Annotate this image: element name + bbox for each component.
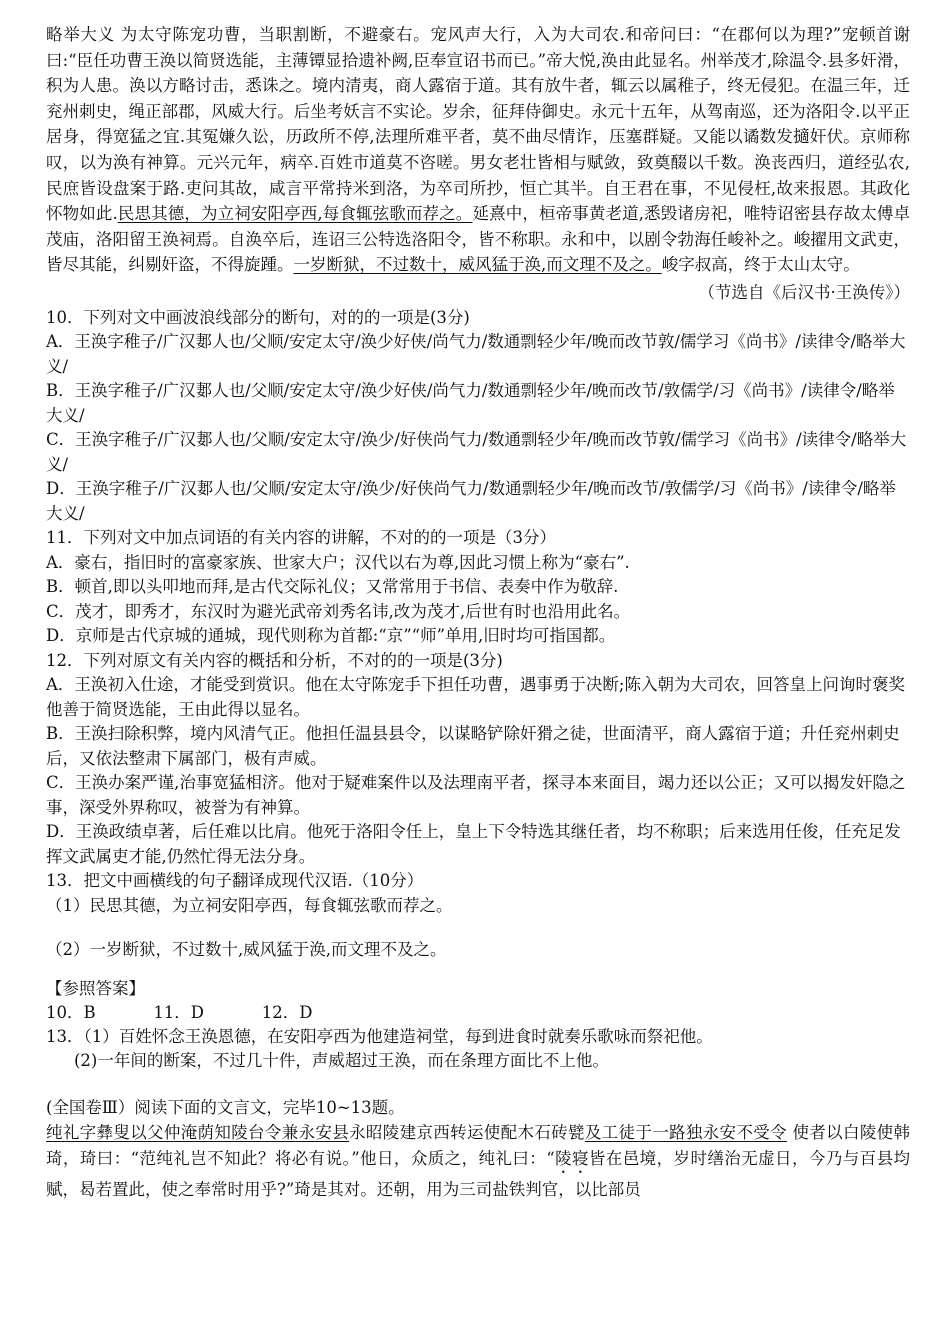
answer-line-1: 10．B 11．D 12．D bbox=[46, 1002, 313, 1022]
passage-2-text-b: 皆在邑境，岁时缮治无虚日，今乃与百县均赋，曷若置此，使之奉常时用乎?”琦是其对。还朝，用为三司盐铁判官，以比部员 bbox=[46, 1148, 910, 1199]
q11-stem: 11．下列对文中加点词语的有关内容的讲解，不对的的一项是（3分） bbox=[46, 528, 556, 548]
q11-option-b: B．顿首,即以头叩地而拜,是古代交际礼仪；又常常用于书信、表奏中作为敬辞. bbox=[46, 577, 619, 597]
answer-line-2: 13．（1）百姓怀念王涣恩德，在安阳亭西为他建造祠堂，每到进食时就奏乐歌咏而祭祀他。 bbox=[46, 1026, 713, 1046]
passage-2-mid: 永昭陵建京西转运使配木石砖甓 bbox=[349, 1123, 585, 1143]
q10-option-a: A．王涣字稚子/广汉郪人也/父顺/安定太守/涣少好侠/尚气力/数通剽轻少年/晚而改节敦/儒学习《尚书》/读律令/略举大义/ bbox=[46, 332, 906, 376]
q11-option-d: D．京师是古代京城的通城，现代则称为首都:“京”“师”单用,旧时均可指国都。 bbox=[46, 626, 616, 646]
q10-option-c: C．王涣字稚子/广汉郪人也/父顺/安定太守/涣少/好侠尚气力/数通剽轻少年/晚而改节敦/儒学习《尚书》/读律令/略举大义/ bbox=[46, 430, 907, 474]
q10-option-d: D．王涣字稚子/广汉郪人也/父顺/安定太守/涣少/好侠尚气力/数通剽轻少年/晚而改节/敦儒学/习《尚书》/读律令/略举大义/ bbox=[46, 479, 896, 523]
q10-option-b: B．王涣字稚子/广汉郪人也/父顺/安定太守/涣少好侠/尚气力/数通剽轻少年/晚而改节/敦儒学/习《尚书》/读律令/略举大义/ bbox=[46, 381, 895, 425]
passage-1-text: 略举大义 为太守陈宠功曹，当职割断，不避豪右。宠风声大行，入为大司农.和帝问曰：“在郡何以为理?”宠顿首谢曰:“臣任功曹王涣以简贤选能，主薄镡显拾遗补阙,臣奉宣诏书而已。”帝大悦,涣由此显名。州举茂才,除温令.县多奸滑，积为人患。涣以方略讨击，悉诛之。境内清夷，商人露宿于道。其有放牛者，辄云以属稚子，终无侵犯。在温三年，迁兖州刺史，绳正部郡，风威大行。后坐考妖言不实论。岁余，征拜侍御史。永元十五年，从驾南巡，还为洛阳令.以平正居身，得宽猛之宜.其冤嫌久讼，历政所不停,法理所难平者，莫不曲尽情诈，压塞群疑。又能以谲数发擿奸伏。京师称叹，以为涣有神算。元兴元年，病卒.百姓市道莫不咨嗟。男女老壮皆相与赋敛，致奠醊以千数。涣丧西归，道经弘农,民庶皆设盘案于路.吏问其故，咸言平常持米到洛，为卒司所抄，恒亡其半。自王君在事，不见侵枉,故来报恩。其政化怀物如此. bbox=[46, 25, 910, 224]
passage-2-text-a: 使者以白陵使韩琦，琦曰：“范纯礼岂不知此？将必有说。”他日，众质之，纯礼曰：“ bbox=[46, 1123, 911, 1168]
passage-1-continued: 延熹中，桓帝事黄老道,悉毁诸房祀，唯特诏密县存故太傅卓茂庙，洛阳留王涣祠焉。自涣卒后，连诏三公特选洛阳令，皆不称职。永和中，以剧令勃海任峻补之。峻擢用文武吏，皆尽其能，纠剔奸盗，不得旋踵。 bbox=[46, 204, 911, 275]
passage-1 bbox=[46, 22, 910, 278]
passage-2-intro: (全国卷Ⅲ）阅读下面的文言文，完毕10~13题。 bbox=[46, 1097, 405, 1117]
underlined-sentence-2: 一岁断狱，不过数十，威风猛于涣,而文理不及之。 bbox=[293, 255, 662, 275]
q13-sentence-1: （1）民思其德，为立祠安阳亭西，每食辄弦歌而荐之。 bbox=[46, 895, 453, 915]
question-12 bbox=[46, 649, 910, 870]
q12-option-b: B．王涣扫除积弊，境内风清气正。他担任温县县令，以谋略铲除奸猾之徒，世面清平，商人露宿于道；升任兖州刺史后，又依法整肃下属部门，极有声威。 bbox=[46, 724, 900, 768]
q13-stem: 13．把文中画横线的句子翻译成现代汉语.（10分） bbox=[46, 871, 424, 891]
q12-option-a: A．王涣初入仕途，才能受到赏识。他在太守陈宠手下担任功曹，遇事勇于决断;陈入朝为大司农，回答皇上问询时褒奖他善于简贤选能，王由此得以显名。 bbox=[46, 675, 905, 719]
q10-stem: 10．下列对文中画波浪线部分的断句，对的的一项是(3分) bbox=[46, 307, 470, 327]
question-11 bbox=[46, 526, 910, 649]
q12-option-c: C．王涣办案严谨,治事宽猛相济。他对于疑难案件以及法理南平者，探寻本来面目，竭力还以公正；又可以揭发奸隐之事，深受外界称叹，被誉为有神算。 bbox=[46, 773, 906, 817]
underlined-sentence-1: 民思其德，为立祠安阳亭西,每食辄弦歌而荐之。 bbox=[117, 204, 473, 224]
answer-heading: 【参照答案】 bbox=[46, 978, 145, 998]
q12-stem: 12．下列对原文有关内容的概括和分析，不对的的一项是(3分) bbox=[46, 650, 503, 670]
passage-2-underlined-b: 及工徒于一路独永安不受令 bbox=[584, 1123, 787, 1143]
dotted-term: 陵寝 bbox=[554, 1148, 589, 1168]
passage-1-end: 峻字叔高，终于太山太守。 bbox=[661, 255, 860, 275]
source-citation: （节选自《后汉书·王涣传》） bbox=[698, 282, 910, 302]
passage-2-underlined-a: 纯礼字彝叟以父仲淹荫知陵台令兼永安县 bbox=[46, 1123, 350, 1143]
q11-option-c: C．茂才，即秀才，东汉时为避光武帝刘秀名讳,改为茂才,后世有时也沿用此名。 bbox=[46, 601, 631, 621]
q12-option-d: D．王涣政绩卓著，后任难以比肩。他死于洛阳令任上，皇上下令特选其继任者，均不称职；后来选用任俊，任充足发挥文武属吏才能,仍然忙得无法分身。 bbox=[46, 822, 901, 866]
q11-option-a: A．豪右，指旧时的富豪家族、世家大户；汉代以右为尊,因此习惯上称为“豪右”. bbox=[46, 552, 630, 572]
answer-line-3: (2)一年间的断案，不过几十件，声威超过王涣，而在条理方面比不上他。 bbox=[74, 1051, 609, 1071]
question-10 bbox=[46, 306, 910, 527]
q13-sentence-2: （2）一岁断狱，不过数十,威风猛于涣,而文理不及之。 bbox=[46, 940, 447, 960]
passage-2 bbox=[46, 1120, 910, 1202]
document-page bbox=[46, 22, 910, 1202]
question-13 bbox=[46, 869, 910, 963]
